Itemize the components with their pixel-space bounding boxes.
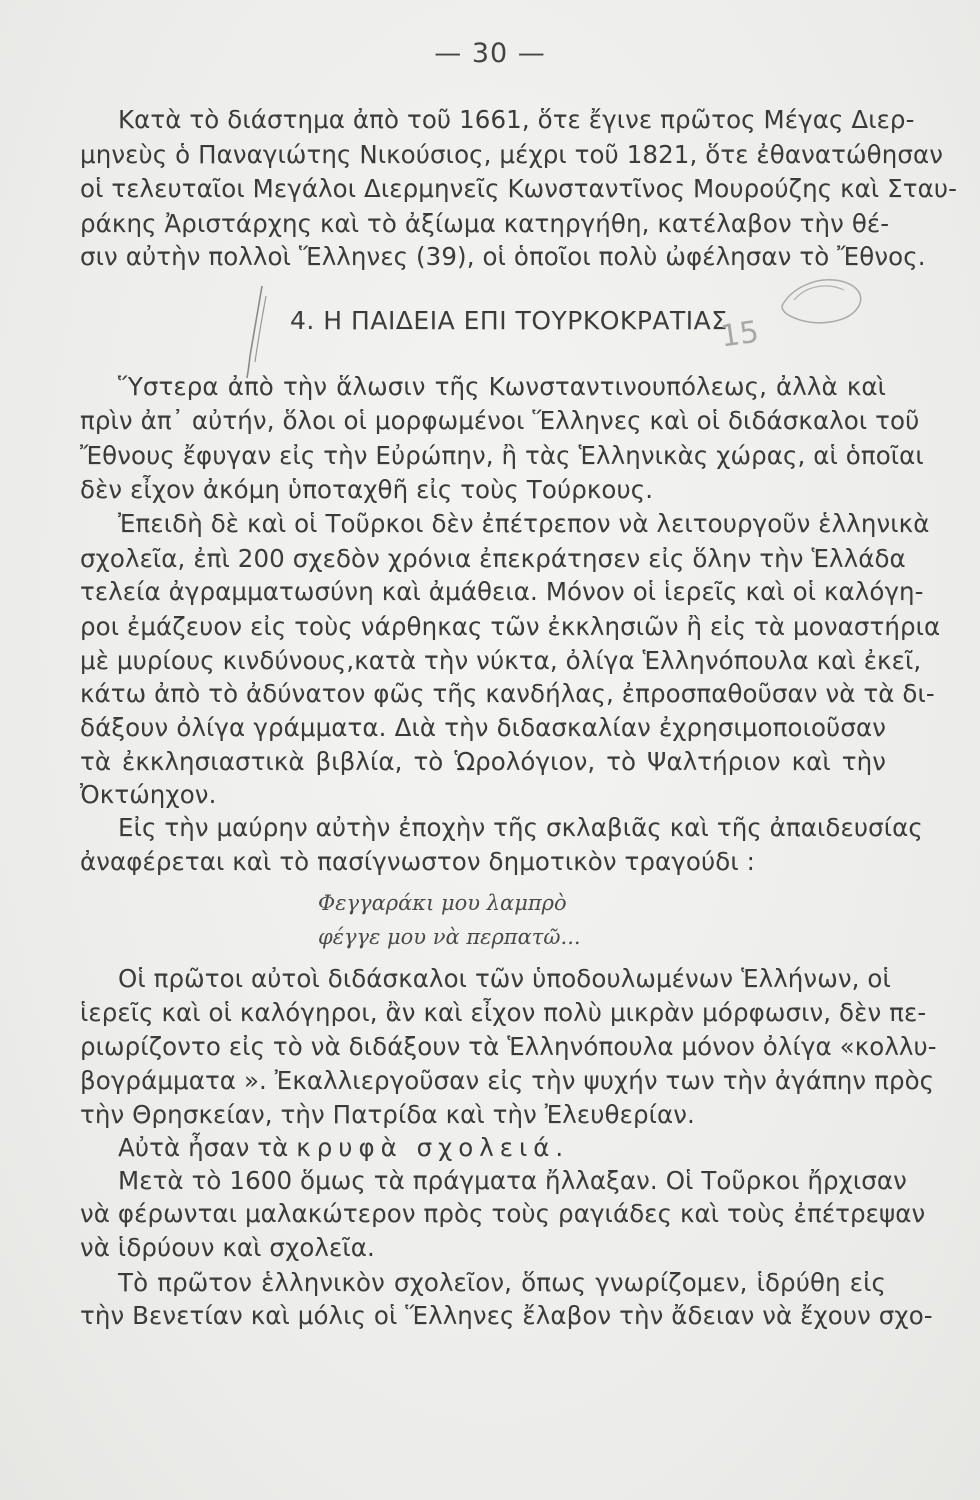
spaced-emphasis: κρυφὰ σχολειά. [296, 1133, 570, 1162]
text-line: ἱερεῖς καὶ οἱ καλόγηροι, ἂν καὶ εἶχον πολὺ μικρὰν μόρφωσιν, δὲν πε- [80, 998, 927, 1027]
text-line [118, 1131, 886, 1165]
text-line: νὰ φέρωνται μαλακώτερον πρὸς τοὺς ραγιάδες καὶ τοὺς ἐπέτρεψαν [80, 1199, 926, 1228]
text-line: μηνεὺς ὁ Παναγιώτης Νικούσιος, μέχρι τοῦ 1821, ὅτε ἐθανατώθησαν [80, 140, 943, 169]
text-line: νὰ ἱδρύουν καὶ σχολεῖα. [80, 1233, 375, 1262]
text-segment: Αὐτὰ ἦσαν τὰ [118, 1133, 289, 1162]
text-line: σχολεῖα, ἐπὶ 200 σχεδὸν χρόνια ἐπεκράτησεν εἰς ὅλην τὴν Ἑλλάδα [80, 544, 906, 573]
text-line: Ὕστερα ἀπὸ τὴν ἅλωσιν τῆς Κωνσταντινουπόλεως, ἀλλὰ καὶ [118, 372, 886, 401]
text-line: σιν αὐτὴν πολλοὶ Ἕλληνες (39), οἱ ὁποῖοι πολὺ ὠφέλησαν τὸ Ἔθνος. [80, 242, 926, 271]
text-line: Ἐπειδὴ δὲ καὶ οἱ Τοῦρκοι δὲν ἐπέτρεπον νὰ λειτουργοῦν ἑλληνικὰ [118, 509, 930, 538]
text-line: πρὶν ἀπ᾽ αὐτήν, ὅλοι οἱ μορφωμένοι Ἕλληνες καὶ οἱ διδάσκαλοι τοῦ [80, 406, 920, 435]
text-line: Ὀκτώηχον. [80, 780, 217, 809]
text-line: Εἰς τὴν μαύρην αὐτὴν ἐποχὴν τῆς σκλαβιᾶς καὶ τῆς ἀπαιδευσίας [118, 813, 923, 842]
text-line: ράκης Ἀριστάρχης καὶ τὸ ἀξίωμα κατηργήθη, κατέλαβον τὴν θέ- [80, 209, 890, 238]
text-line: ριωρίζοντο εἰς τὸ νὰ διδάξουν τὰ Ἑλληνόπουλα μόνον ὀλίγα «κολλυ- [80, 1032, 937, 1061]
text-line: Τὸ πρῶτον ἑλληνικὸν σχολεῖον, ὅπως γνωρίζομεν, ἱδρύθη εἰς [118, 1268, 886, 1297]
poem-line: Φεγγαράκι μου λαμπρὸ [318, 891, 567, 915]
text-line: κάτω ἀπὸ τὸ ἀδύνατον φῶς τῆς κανδήλας, ἐπροσπαθοῦσαν νὰ τὰ δι- [80, 679, 935, 708]
section-heading: 4. Η ΠΑΙΔΕΙΑ ΕΠΙ ΤΟΥΡΚΟΚΡΑΤΙΑΣ [290, 306, 728, 335]
page-number: — 30 — [434, 38, 546, 69]
margin-mark: 15 [718, 314, 762, 355]
text-line: Μετὰ τὸ 1600 ὅμως τὰ πράγματα ἤλλαξαν. Οἱ Τοῦρκοι ἤρχισαν [118, 1166, 907, 1195]
pencil-stroke-icon [794, 286, 844, 300]
text-line: Ἔθνους ἔφυγαν εἰς τὴν Εὐρώπην, ἢ τὰς Ἑλληνικὰς χώρας, αἱ ὁποῖαι [80, 441, 924, 470]
text-line: ἀναφέρεται καὶ τὸ πασίγνωστον δημοτικὸν τραγούδι : [80, 847, 755, 876]
text-line: Οἱ πρῶτοι αὐτοὶ διδάσκαλοι τῶν ὑποδουλωμένων Ἑλλήνων, οἱ [118, 964, 891, 993]
text-line: μὲ μυρίους κινδύνους,κατὰ τὴν νύκτα, ὀλίγα Ἑλληνόπουλα καὶ ἐκεῖ, [80, 646, 922, 675]
text-line: δάξουν ὀλίγα γράμματα. Διὰ τὴν διδασκαλίαν ἐχρησιμοποιοῦσαν [80, 713, 886, 742]
pencil-circle-icon [782, 280, 861, 323]
text-line: τελεία ἀγραμματωσύνη καὶ ἀμάθεια. Μόνον οἱ ἱερεῖς καὶ οἱ καλόγη- [80, 577, 924, 606]
pencil-stroke-icon [255, 296, 266, 362]
text-line: δὲν εἶχον ἀκόμη ὑποταχθῆ εἰς τοὺς Τούρκους. [80, 475, 654, 504]
text-line: ροι ἐμάζευον εἰς τοὺς νάρθηκας τῶν ἐκκλησιῶν ἢ εἰς τὰ μοναστήρια [80, 612, 941, 641]
text-line: τὰ ἐκκλησιαστικὰ βιβλία, τὸ Ὡρολόγιον, τὸ Ψαλτήριον καὶ τὴν [80, 747, 886, 776]
poem-line: φέγγε μου νὰ περπατῶ... [318, 925, 581, 949]
pencil-stroke-icon [247, 286, 262, 378]
text-line: οἱ τελευταῖοι Μεγάλοι Διερμηνεῖς Κωνσταντῖνος Μουρούζης καὶ Σταυ- [80, 174, 958, 203]
text-line: τὴν Θρησκείαν, τὴν Πατρίδα καὶ τὴν Ἐλευθερίαν. [80, 1100, 695, 1129]
text-line: Κατὰ τὸ διάστημα ἀπὸ τοῦ 1661, ὅτε ἔγινε πρῶτος Μέγας Διερ- [118, 105, 915, 134]
text-line: τὴν Βενετίαν καὶ μόλις οἱ Ἕλληνες ἔλαβον τὴν ἄδειαν νὰ ἔχουν σχο- [80, 1301, 933, 1330]
text-line: βογράμματα ». Ἐκαλλιεργοῦσαν εἰς τὴν ψυχήν των τὴν ἀγάπην πρὸς [80, 1066, 935, 1095]
